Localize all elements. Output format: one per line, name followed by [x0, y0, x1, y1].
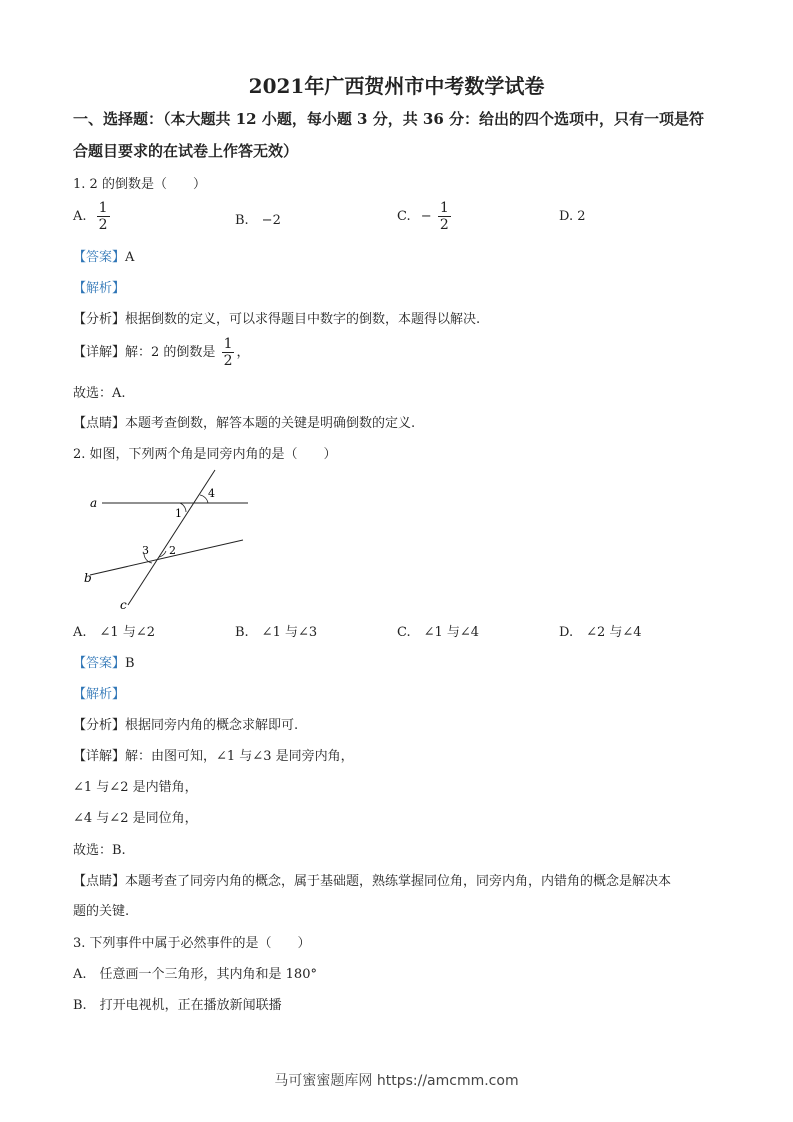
- fraction-denominator: 2: [98, 217, 108, 233]
- fraction-numerator: 1: [439, 200, 449, 216]
- label-a: a: [90, 496, 98, 510]
- label-b: b: [84, 571, 92, 585]
- label-angle-2: 2: [169, 544, 176, 557]
- fraction-denominator: 2: [223, 353, 233, 369]
- q1-option-d: D. 2: [559, 209, 586, 224]
- fenxi-text: 根据倒数的定义，可以求得题目中数字的倒数，本题得以解决.: [125, 312, 481, 327]
- q3-option-b: B. 打开电视机，正在播放新闻联播: [73, 998, 282, 1013]
- answer-value: A: [125, 250, 135, 265]
- q2-figure: [80, 465, 260, 615]
- answer-value: B: [125, 656, 135, 671]
- q1-option-a: [73, 200, 112, 233]
- q1-dianjing: [73, 412, 415, 431]
- q1-option-a-label: A.: [73, 209, 87, 224]
- q2-xiangjie-line3: ∠4 与∠2 是同位角，: [73, 811, 198, 826]
- xiangjie-tag: 【详解】: [73, 749, 126, 764]
- q3-stem: 3. 下列事件中属于必然事件的是（ ）: [73, 936, 311, 951]
- q1-xiangjie: [73, 336, 250, 369]
- xiangjie-text: 解：由图可知，∠1 与∠3 是同旁内角，: [125, 749, 354, 764]
- q2-fenxi: [73, 714, 298, 733]
- q2-answer: [73, 652, 135, 671]
- q1-option-c: [397, 200, 453, 233]
- q1-option-c-fraction: [438, 200, 451, 233]
- answer-tag: 【答案】: [73, 656, 126, 671]
- fenxi-text: 根据同旁内角的概念求解即可.: [125, 718, 299, 733]
- q2-dianjing: [73, 870, 671, 889]
- section-heading-line2: 合题目要求的在试卷上作答无效）: [73, 142, 299, 160]
- dianjing-tag: 【点睛】: [73, 874, 126, 889]
- q1-fenxi: [73, 308, 480, 327]
- q3-option-a: A. 任意画一个三角形，其内角和是 180°: [73, 967, 317, 982]
- xiangjie-text: 解：2 的倒数是: [125, 345, 216, 360]
- fraction-numerator: 1: [98, 200, 108, 216]
- fenxi-tag: 【分析】: [73, 312, 126, 327]
- q2-choice: 故选：B.: [73, 843, 126, 858]
- xiangjie-fraction: [222, 336, 235, 369]
- q2-stem: 2. 如图，下列两个角是同旁内角的是（ ）: [73, 447, 337, 462]
- section-heading-line1: 一、选择题：（本大题共 12 小题，每小题 3 分，共 36 分：给出的四个选项中，只有一项是符: [73, 110, 705, 128]
- dianjing-text: 本题考查倒数，解答本题的关键是明确倒数的定义.: [125, 416, 416, 431]
- q2-option-b: B. ∠1 与∠3: [235, 625, 318, 640]
- page-title: 2021年广西贺州市中考数学试卷: [248, 74, 545, 98]
- q1-analysis-tag: 【解析】: [73, 281, 126, 296]
- q2-option-c: C. ∠1 与∠4: [397, 625, 480, 640]
- q2-analysis-tag: 【解析】: [73, 687, 126, 702]
- fraction-denominator: 2: [439, 217, 449, 233]
- dianjing-text: 本题考查了同旁内角的概念，属于基础题，熟练掌握同位角，同旁内角，内错角的概念是解决本: [125, 874, 672, 889]
- xiangjie-punct: ，: [236, 345, 250, 360]
- line-c: [128, 470, 215, 605]
- q2-option-a: A. ∠1 与∠2: [73, 625, 155, 640]
- xiangjie-tag: 【详解】: [73, 345, 126, 360]
- q2-dianjing-line2: 题的关键.: [73, 904, 130, 919]
- label-angle-4: 4: [208, 487, 215, 500]
- angle-arc-4: [200, 495, 208, 503]
- q1-choice: 故选：A.: [73, 386, 126, 401]
- q1-answer: [73, 246, 134, 265]
- q2-xiangjie: [73, 745, 354, 764]
- q1-option-c-label: C.: [397, 209, 411, 224]
- footer-watermark: 马可蜜蜜题库网 https://amcmm.com: [274, 1073, 519, 1089]
- q1-option-b: B. −2: [235, 213, 281, 228]
- dianjing-tag: 【点睛】: [73, 416, 126, 431]
- q1-option-c-sign: −: [420, 209, 432, 224]
- q1-stem: 1. 2 的倒数是（ ）: [73, 177, 206, 192]
- answer-tag: 【答案】: [73, 250, 126, 265]
- label-c: c: [120, 598, 127, 612]
- label-angle-3: 3: [142, 544, 149, 557]
- q1-option-a-fraction: [97, 200, 110, 233]
- label-angle-1: 1: [175, 507, 182, 520]
- q2-option-d: D. ∠2 与∠4: [559, 625, 642, 640]
- fenxi-tag: 【分析】: [73, 718, 126, 733]
- fraction-numerator: 1: [223, 336, 233, 352]
- q2-xiangjie-line2: ∠1 与∠2 是内错角，: [73, 780, 198, 795]
